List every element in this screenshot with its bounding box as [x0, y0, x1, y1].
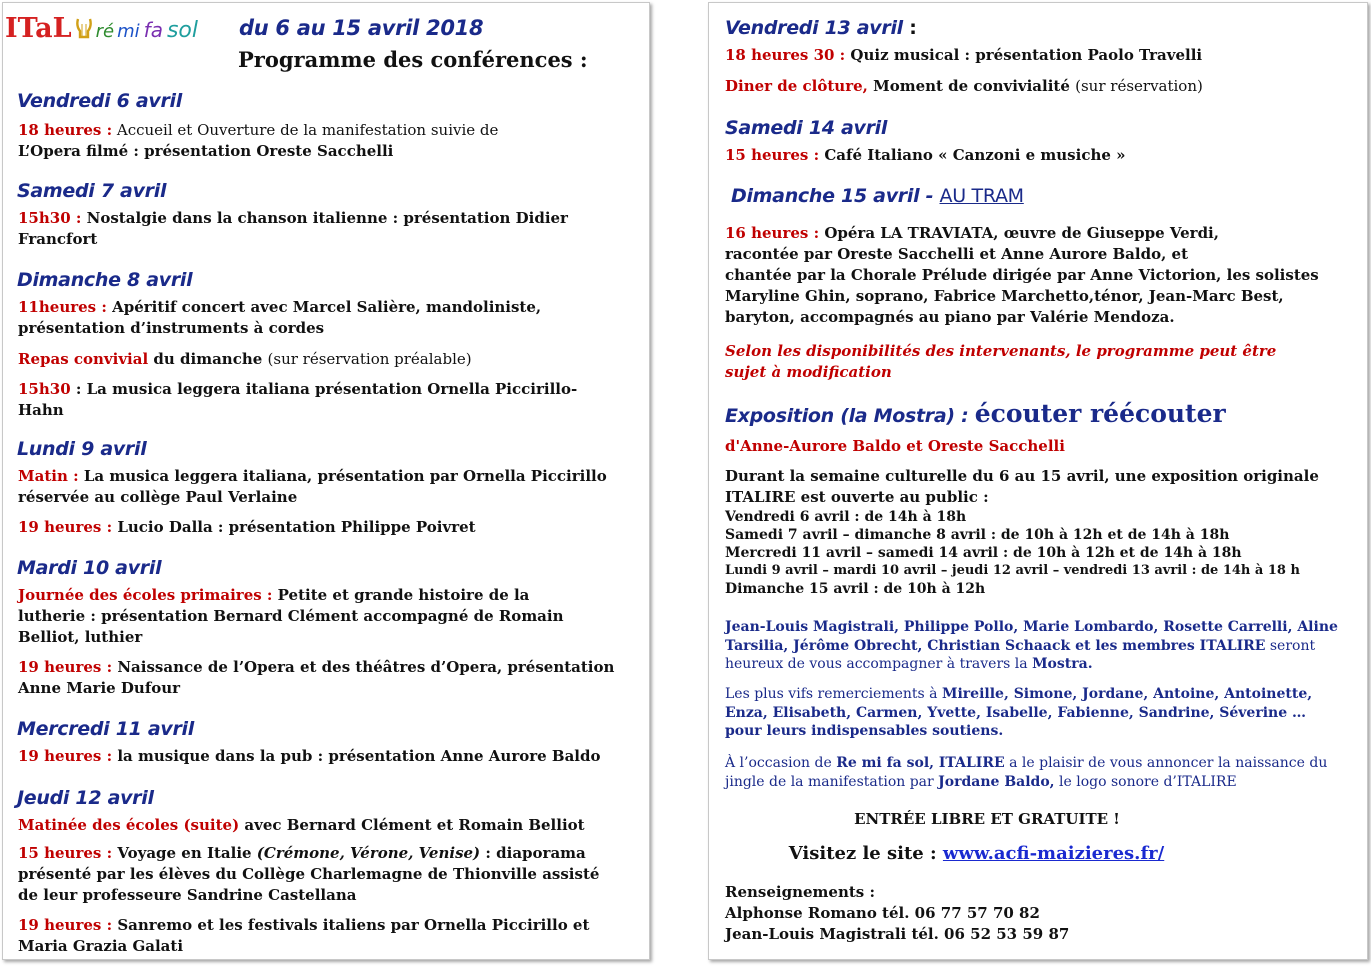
exhibition-description: Durant la semaine culturelle du 6 au 15 avril, une exposition originale ITALIRE est ouverte au public :: [725, 467, 1319, 506]
program-page-right: [708, 2, 1368, 960]
logo-mi: mi: [117, 21, 140, 42]
program-entry: 15 heures : Voyage en Italie (Crémone, Vérone, Venise) : diaporama présenté par les élèves du Collège Charlemagne de Thionville assisté de leur professeure Sandrine Castellana: [18, 844, 600, 904]
program-entry: Repas convivial du dimanche (sur réservation préalable): [18, 350, 472, 368]
website-line: Visitez le site : www.acfi-maizieres.fr/: [788, 843, 1165, 864]
logo-sol: sol: [166, 18, 198, 43]
day-heading-mercredi-11: Mercredi 11 avril: [17, 718, 194, 740]
day-heading-lundi-9: Lundi 9 avril: [17, 438, 147, 460]
program-entry: Matinée des écoles (suite) avec Bernard Clément et Romain Belliot: [18, 816, 585, 834]
logo-italire-text: ITaL: [5, 13, 72, 44]
program-entry: 16 heures : Opéra LA TRAVIATA, œuvre de Giuseppe Verdi, racontée par Oreste Sacchelli et Anne Aurore Baldo, et chantée par la Chorale Prélude dirigée par Anne Victorion, les solistes Maryline Ghin, soprano, Fabrice Marchetto,ténor, Jean-Marc Best, baryton, accompagnés au piano par Valérie Mendoza.: [725, 224, 1319, 326]
logo-re: ré: [95, 21, 115, 42]
contact-info: Renseignements : Alphonse Romano tél. 06 77 57 70 82 Jean-Louis Magistrali tél. 06 52 53 59 87: [725, 883, 1070, 943]
day-heading-samedi-14: Samedi 14 avril: [725, 117, 888, 139]
day-heading-vendredi-13: Vendredi 13 avril :: [725, 17, 917, 39]
program-entry: 15h30 : Nostalgie dans la chanson italienne : présentation Didier Francfort: [18, 209, 568, 248]
day-heading-jeudi-12: Jeudi 12 avril: [17, 787, 154, 809]
day-heading-samedi-7: Samedi 7 avril: [17, 180, 167, 202]
program-entry: Matin : La musica leggera italiana, présentation par Ornella Piccirillo réservée au collège Paul Verlaine: [18, 467, 607, 506]
exhibition-heading: Exposition (la Mostra) : écouter réécouter: [725, 399, 1226, 428]
program-entry: 15 heures : Café Italiano « Canzoni e musiche »: [725, 146, 1126, 164]
program-entry: 19 heures : Lucio Dalla : présentation Philippe Poivret: [18, 518, 476, 536]
program-entry: 11heures : Apéritif concert avec Marcel Salière, mandoliniste, présentation d’instruments à cordes: [18, 298, 542, 337]
day-heading-dimanche-15: Dimanche 15 avril - AU TRAM: [731, 185, 1024, 207]
italire-logo: [5, 13, 198, 47]
day-heading-vendredi-6: Vendredi 6 avril: [17, 90, 182, 112]
exhibition-authors: d'Anne-Aurore Baldo et Oreste Sacchelli: [725, 437, 1065, 455]
day-heading-mardi-10: Mardi 10 avril: [17, 557, 162, 579]
program-entry: 15h30 : La musica leggera italiana présentation Ornella Piccirillo- Hahn: [18, 380, 578, 419]
program-page-left: [2, 2, 650, 960]
lyre-icon: [75, 16, 93, 44]
program-entry: 19 heures : la musique dans la pub : présentation Anne Aurore Baldo: [18, 747, 601, 765]
website-link[interactable]: www.acfi-maizieres.fr/: [942, 843, 1165, 864]
free-entry-notice: ENTRÉE LIBRE ET GRATUITE !: [854, 810, 1120, 828]
program-entry: 18 heures 30 : Quiz musical : présentation Paolo Travelli: [725, 46, 1203, 64]
program-entry: Diner de clôture, Moment de convivialité (sur réservation): [725, 77, 1203, 95]
program-entry: 18 heures : Accueil et Ouverture de la manifestation suivie de L’Opera filmé : présentation Oreste Sacchelli: [18, 121, 499, 160]
logo-fa: fa: [143, 18, 163, 42]
jingle-paragraph: À l’occasion de Re mi fa sol, ITALIRE a le plaisir de vous annoncer la naissance du jingle de la manifestation par Jordane Baldo, le logo sonore d’ITALIRE: [725, 755, 1328, 790]
team-paragraph: Jean-Louis Magistrali, Philippe Pollo, Marie Lombardo, Rosette Carrelli, Aline Tarsilia, Jérôme Obrecht, Christian Schaack et les membres ITALIRE seront heureux de vous accompagner à travers la Mostra.: [725, 619, 1338, 672]
program-entry: 19 heures : Naissance de l’Opera et des théâtres d’Opera, présentation Anne Marie Dufour: [18, 658, 615, 697]
program-entry: 19 heures : Sanremo et les festivals italiens par Ornella Piccirillo et Maria Grazia Galati: [18, 916, 590, 955]
page-title: Programme des conférences :: [238, 47, 588, 72]
event-dates: du 6 au 15 avril 2018: [239, 16, 484, 40]
thanks-paragraph: Les plus vifs remerciements à Mireille, Simone, Jordane, Antoine, Antoinette, Enza, Elisabeth, Carmen, Yvette, Isabelle, Fabienne, Sandrine, Séverine … pour leurs indispensables soutiens.: [725, 686, 1313, 739]
program-entry: Journée des écoles primaires : Petite et grande histoire de la lutherie : présentation Bernard Clément accompagné de Romain Belliot, luthier: [18, 586, 564, 646]
exhibition-hours: Vendredi 6 avril : de 14h à 18h Samedi 7 avril – dimanche 8 avril : de 10h à 12h et de 14h à 18h Mercredi 11 avril – samedi 14 avril : de 10h à 12h et de 14h à 18h Lundi 9 avril – mardi 10 avril – jeudi 12 avril – vendredi 13 avril : de 14h à 18 h Dimanche 15 avril : de 10h à 12h: [725, 509, 1300, 597]
program-change-note: Selon les disponibilités des intervenants, le programme peut être sujet à modification: [725, 342, 1277, 381]
day-heading-dimanche-8: Dimanche 8 avril: [17, 269, 193, 291]
